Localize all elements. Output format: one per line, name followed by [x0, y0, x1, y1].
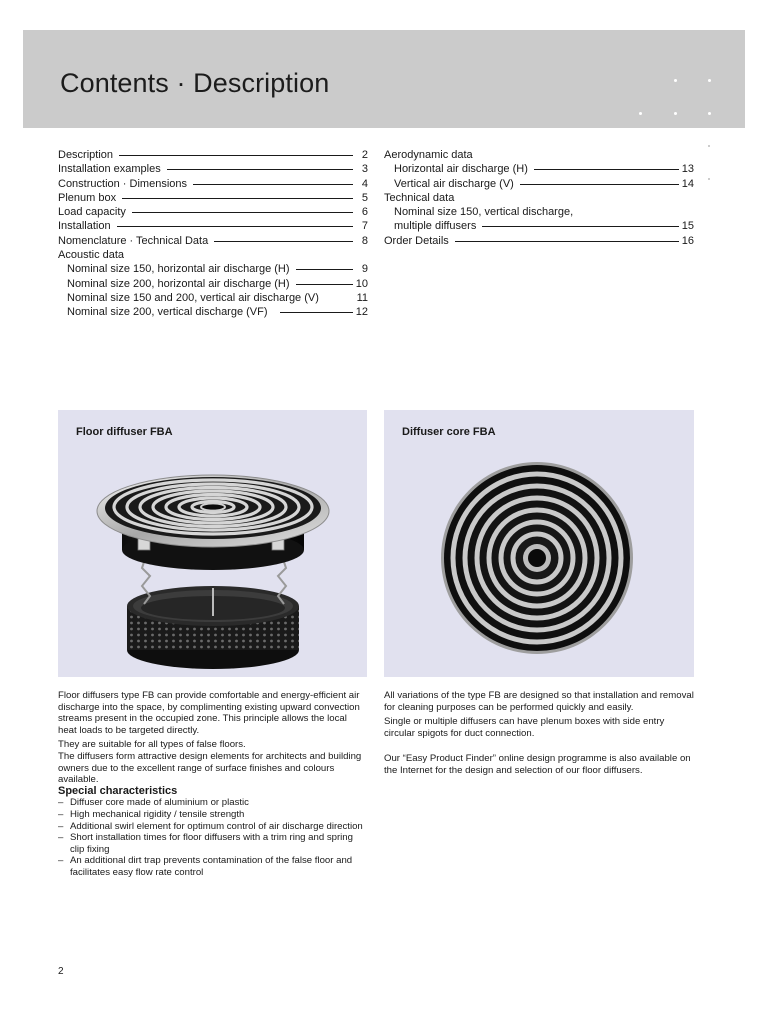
toc-entry[interactable] — [384, 234, 694, 248]
toc-entry-label: Description — [58, 149, 114, 161]
toc-entry-label: Installation — [58, 220, 111, 233]
description-left-column — [58, 690, 368, 879]
toc-leader — [132, 212, 353, 213]
toc-left-column — [58, 148, 368, 320]
toc-entry[interactable] — [58, 219, 368, 233]
toc-leader — [280, 312, 353, 313]
decorative-dot — [708, 112, 711, 115]
toc-entry-label: Construction · Dimensions — [58, 177, 187, 190]
list-item-text: An additional dirt trap prevents contamination of the false floor and facilitates easy flow rate control — [70, 855, 353, 878]
toc-entry-label: Order Details — [384, 234, 449, 247]
list-item — [58, 797, 368, 809]
toc-leader — [534, 169, 679, 170]
toc-entry[interactable] — [58, 305, 368, 319]
toc-leader — [119, 155, 353, 156]
toc-entry-page: 14 — [681, 177, 694, 190]
toc-entry-page: 2 — [361, 149, 368, 161]
toc-leader — [520, 184, 679, 185]
decorative-dot — [674, 79, 677, 82]
toc-entry-label: Nominal size 150 and 200, vertical air discharge (V) — [67, 291, 319, 304]
special-characteristics-heading: Special characteristics — [58, 784, 178, 797]
toc-entry-label: Vertical air discharge (V) — [394, 177, 514, 190]
toc-entry-page: 6 — [361, 206, 368, 219]
toc-entry[interactable] — [384, 177, 694, 191]
toc-entry[interactable] — [58, 191, 368, 205]
toc-leader — [455, 241, 679, 242]
toc-leader — [122, 198, 353, 199]
toc-entry-page: 5 — [361, 191, 368, 204]
decorative-dot — [708, 178, 710, 180]
decorative-dot — [674, 112, 677, 115]
decorative-dot — [708, 145, 710, 147]
toc-entry-label: Plenum box — [58, 191, 117, 204]
toc-entry[interactable] — [58, 234, 368, 248]
toc-entry-page: 13 — [681, 163, 694, 176]
toc-entry-label: Installation examples — [58, 163, 161, 176]
description-paragraph: All variations of the type FB are designed so that installation and removal for cleaning purposes can be performed quickly and easily. — [384, 690, 694, 713]
toc-entry[interactable] — [58, 291, 368, 305]
toc-entry-page: 3 — [361, 163, 368, 176]
toc-entry[interactable] — [384, 219, 694, 233]
toc-leader — [117, 226, 353, 227]
list-item-text: High mechanical rigidity / tensile strength — [70, 808, 245, 820]
toc-entry[interactable] — [58, 162, 368, 176]
list-item — [58, 809, 368, 821]
toc-section-heading: Technical data — [384, 191, 455, 204]
bullet-dash: – — [58, 797, 64, 809]
description-paragraph: Our “Easy Product Finder” online design programme is also available on the Internet for the design and selection of our floor diffusers. — [384, 753, 691, 776]
description-right-column — [384, 690, 694, 777]
toc-entry-page: 10 — [355, 277, 368, 290]
description-paragraph: Single or multiple diffusers can have plenum boxes with side entry circular spigots for duct connection. — [384, 716, 665, 739]
toc-leader — [296, 269, 353, 270]
toc-leader — [296, 284, 353, 285]
toc-entry-label: Nominal size 150, horizontal air discharge (H) — [67, 263, 290, 276]
toc-entry[interactable] — [58, 205, 368, 219]
header-band — [23, 30, 745, 128]
toc-entry-page: 12 — [355, 306, 368, 319]
toc-right-column — [384, 148, 694, 248]
diffuser-core-panel — [384, 410, 694, 677]
bullet-dash: – — [58, 855, 64, 867]
toc-entry-label: multiple diffusers — [394, 220, 477, 233]
toc-entry-label: Nominal size 200, horizontal air discharge (H) — [67, 277, 290, 290]
floor-diffuser-image — [58, 410, 367, 677]
toc-entry-label: Nominal size 200, vertical discharge (VF) — [67, 306, 268, 319]
bullet-dash: – — [58, 820, 64, 832]
toc-entry[interactable] — [384, 162, 694, 176]
figure-caption: Diffuser core FBA — [402, 426, 496, 438]
toc-entry-label: Load capacity — [58, 206, 126, 219]
list-item — [58, 821, 368, 833]
toc-entry-page: 7 — [361, 220, 368, 233]
decorative-dot — [708, 79, 711, 82]
toc-entry-page: 9 — [361, 263, 368, 276]
toc-entry-label: Nominal size 150, vertical discharge, — [394, 206, 574, 219]
bullet-dash: – — [58, 832, 64, 844]
toc-entry-page: 16 — [681, 234, 694, 247]
toc-entry[interactable] — [58, 177, 368, 191]
toc-entry-page: 8 — [361, 234, 368, 247]
list-item — [58, 832, 368, 855]
toc-leader — [214, 241, 353, 242]
toc-entry[interactable] — [58, 148, 368, 162]
description-paragraph: Floor diffusers type FB can provide comfortable and energy-efficient air discharge into the space, by complimenting existing upward convection streams present in the occupied zone. This principle allows the local heat loads to be targeted directly. — [58, 690, 360, 736]
bullet-dash: – — [58, 808, 64, 820]
list-item-text: Short installation times for floor diffusers with a trim ring and spring clip fixing — [70, 832, 353, 855]
toc-entry-page: 11 — [356, 291, 368, 304]
description-paragraph: They are suitable for all types of false floors. — [58, 739, 246, 751]
toc-leader — [482, 226, 678, 227]
toc-entry-page: 4 — [361, 177, 368, 190]
figure-caption: Floor diffuser FBA — [76, 426, 173, 438]
toc-entry-label: Nomenclature · Technical Data — [58, 234, 209, 247]
page-title: Contents · Description — [60, 68, 330, 98]
toc-entry-label: Horizontal air discharge (H) — [394, 163, 528, 176]
toc-leader — [167, 169, 353, 170]
floor-diffuser-panel — [58, 410, 367, 677]
description-paragraph: The diffusers form attractive design elements for architects and building owners due to the excellent range of surface finishes and colours available. — [58, 750, 362, 786]
toc-section-heading: Acoustic data — [58, 249, 125, 262]
toc-entry[interactable] — [58, 277, 368, 291]
list-item — [58, 855, 368, 878]
decorative-dot — [639, 112, 642, 115]
diffuser-core-image — [384, 410, 694, 677]
toc-entry-page: 15 — [681, 220, 694, 233]
toc-leader — [193, 184, 353, 185]
toc-entry[interactable] — [58, 262, 368, 276]
list-item-text: Additional swirl element for optimum control of air discharge direction — [70, 820, 363, 832]
list-item-text: Diffuser core made of aluminium or plastic — [70, 797, 249, 809]
toc-section-heading: Aerodynamic data — [384, 149, 473, 161]
page-number: 2 — [58, 966, 64, 977]
